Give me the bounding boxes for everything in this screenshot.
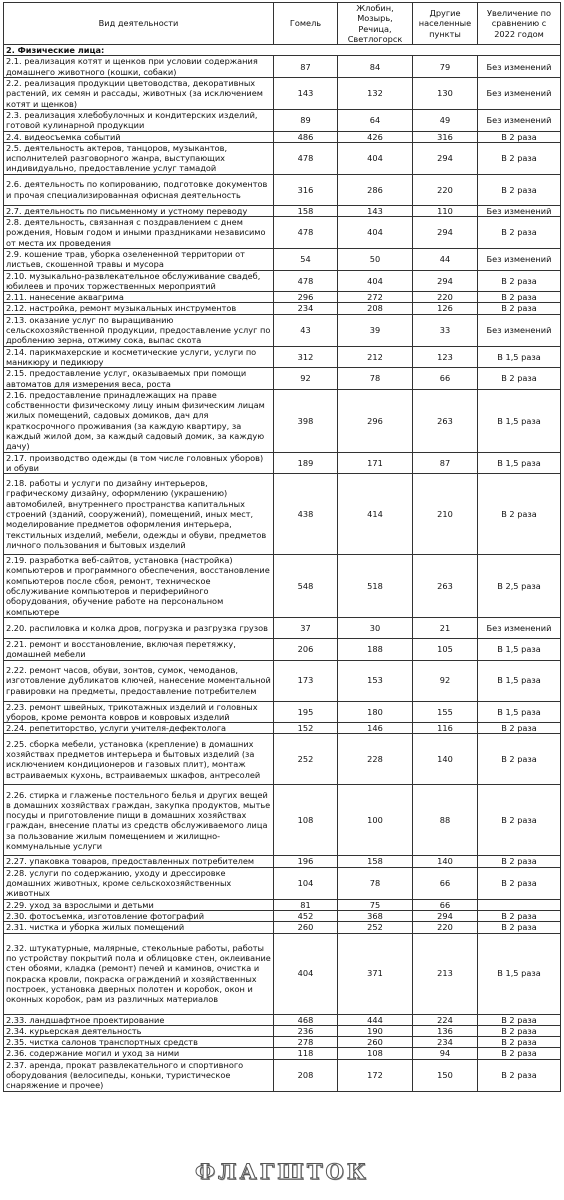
cities-rate-cell: 414 [338, 474, 413, 555]
table-row [4, 1048, 561, 1059]
gomel-rate-cell: 234 [274, 303, 338, 314]
table-row [4, 734, 561, 785]
cities-rate-cell: 212 [338, 346, 413, 368]
gomel-rate-cell: 236 [274, 1025, 338, 1036]
cities-rate-cell: 64 [338, 109, 413, 131]
cities-rate-cell: 78 [338, 867, 413, 899]
increase-cell: В 2 раза [478, 174, 561, 205]
cities-rate-cell: 404 [338, 270, 413, 292]
gomel-rate-cell: 278 [274, 1037, 338, 1048]
gomel-rate-cell: 486 [274, 131, 338, 142]
table-row [4, 205, 561, 216]
cities-rate-cell: 50 [338, 248, 413, 270]
activity-cell: 2.8. деятельность, связанная с поздравлением с днем рождения, Новым годом и иными праздниками независимо от места их проведения [4, 217, 274, 249]
table-row [4, 346, 561, 368]
gomel-rate-cell: 173 [274, 660, 338, 701]
other-rate-cell: 140 [413, 856, 478, 867]
table-row [4, 1025, 561, 1036]
table-row [4, 389, 561, 452]
table-row [4, 1037, 561, 1048]
cities-rate-cell: 252 [338, 922, 413, 933]
other-rate-cell: 49 [413, 109, 478, 131]
gomel-rate-cell: 404 [274, 933, 338, 1014]
increase-cell: Без изменений [478, 205, 561, 216]
other-rate-cell: 92 [413, 660, 478, 701]
cities-rate-cell: 143 [338, 205, 413, 216]
table-row [4, 131, 561, 142]
table-row [4, 701, 561, 723]
other-rate-cell: 220 [413, 922, 478, 933]
increase-cell: В 2 раза [478, 217, 561, 249]
increase-cell: В 2 раза [478, 368, 561, 390]
gomel-rate-cell: 143 [274, 78, 338, 110]
gomel-rate-cell: 189 [274, 452, 338, 474]
cities-rate-cell: 444 [338, 1014, 413, 1025]
table-row [4, 723, 561, 734]
cities-rate-cell: 84 [338, 56, 413, 78]
increase-cell: Без изменений [478, 109, 561, 131]
cities-rate-cell: 171 [338, 452, 413, 474]
increase-cell: В 2 раза [478, 723, 561, 734]
activity-cell: 2.28. услуги по содержанию, уходу и дрессировке домашних животных, кроме сельскохозяйственных животных [4, 867, 274, 899]
gomel-rate-cell: 196 [274, 856, 338, 867]
increase-cell: В 1,5 раза [478, 701, 561, 723]
other-rate-cell: 294 [413, 142, 478, 174]
cities-rate-cell: 208 [338, 303, 413, 314]
increase-cell: В 1,5 раза [478, 346, 561, 368]
increase-cell: В 2 раза [478, 474, 561, 555]
increase-cell: В 2 раза [478, 910, 561, 921]
table-row [4, 660, 561, 701]
activity-cell: 2.20. распиловка и колка дров, погрузка и разгрузка грузов [4, 617, 274, 638]
other-rate-cell: 123 [413, 346, 478, 368]
other-rate-cell: 210 [413, 474, 478, 555]
header-increase: Увеличение по сравнению с 2022 годом [478, 3, 561, 45]
activity-cell: 2.32. штукатурные, малярные, стекольные работы, работы по устройству покрытий пола и облицовке стен, оклеивание стен обоями, кладка (ремонт) печей и каминов, очистка и покраска кровли, покраска ограждений и хозяйственных построек, установка дверных полотен и коробок, окон и оконных коробок, рам из различных материалов [4, 933, 274, 1014]
activity-cell: 2.4. видеосъемка событий [4, 131, 274, 142]
table-row [4, 174, 561, 205]
other-rate-cell: 155 [413, 701, 478, 723]
increase-cell: В 1,5 раза [478, 933, 561, 1014]
other-rate-cell: 234 [413, 1037, 478, 1048]
activity-cell: 2.16. предоставление принадлежащих на праве собственности физическому лицу иным физическим лицам жилых помещений, садовых домиков, дач для краткосрочного проживания (за каждую квартиру, за каждый жилой дом, за каждый садовый домик, за каждую дачу) [4, 389, 274, 452]
cities-rate-cell: 146 [338, 723, 413, 734]
increase-cell: В 2 раза [478, 1014, 561, 1025]
activity-cell: 2.17. производство одежды (в том числе головных уборов) и обуви [4, 452, 274, 474]
increase-cell: В 2 раза [478, 856, 561, 867]
increase-cell: В 2,5 раза [478, 555, 561, 618]
table-row [4, 867, 561, 899]
cities-rate-cell: 371 [338, 933, 413, 1014]
section-title: 2. Физические лица: [4, 45, 561, 56]
gomel-rate-cell: 452 [274, 910, 338, 921]
gomel-rate-cell: 206 [274, 638, 338, 660]
activity-cell: 2.19. разработка веб-сайтов, установка (настройка) компьютеров и программного обеспечения, восстановление компьютеров после сбоя, ремонт, техническое обслуживание компьютеров и периферийного оборудования, обучение работе на персональном компьютере [4, 555, 274, 618]
gomel-rate-cell: 152 [274, 723, 338, 734]
activity-cell: 2.34. курьерская деятельность [4, 1025, 274, 1036]
cities-rate-cell: 188 [338, 638, 413, 660]
table-row [4, 217, 561, 249]
gomel-rate-cell: 296 [274, 292, 338, 303]
activity-cell: 2.24. репетиторство, услуги учителя-дефектолога [4, 723, 274, 734]
gomel-rate-cell: 398 [274, 389, 338, 452]
activity-cell: 2.30. фотосъемка, изготовление фотографий [4, 910, 274, 921]
header-cities: Жлобин, Мозырь, Речица, Светлогорск [338, 3, 413, 45]
increase-cell: В 2 раза [478, 292, 561, 303]
activity-cell: 2.35. чистка салонов транспортных средств [4, 1037, 274, 1048]
activity-cell: 2.18. работы и услуги по дизайну интерьеров, графическому дизайну, оформлению (украшению) автомобилей, внутреннего пространства капитальных строений (зданий, сооружений), помещений, иных мест, моделирование предметов оформления интерьера, текстильных изделий, мебели, одежды и обуви, предметов личного пользования и бытовых изделий [4, 474, 274, 555]
cities-rate-cell: 75 [338, 899, 413, 910]
activity-cell: 2.1. реализация котят и щенков при условии содержания домашнего животного (кошки, собаки) [4, 56, 274, 78]
other-rate-cell: 126 [413, 303, 478, 314]
activity-cell: 2.27. упаковка товаров, предоставленных потребителем [4, 856, 274, 867]
activity-cell: 2.36. содержание могил и уход за ними [4, 1048, 274, 1059]
cities-rate-cell: 404 [338, 217, 413, 249]
gomel-rate-cell: 81 [274, 899, 338, 910]
table-row [4, 270, 561, 292]
cities-rate-cell: 39 [338, 314, 413, 346]
activity-cell: 2.26. стирка и глаженье постельного белья и других вещей в домашних хозяйствах граждан, закупка продуктов, мытье посуды и приготовление пищи в домашних хозяйствах граждан, внесение платы из средств обслуживаемого лица за пользование жилым помещением и жилищно-коммунальные услуги [4, 785, 274, 856]
other-rate-cell: 220 [413, 292, 478, 303]
table-row [4, 142, 561, 174]
activity-cell: 2.13. оказание услуг по выращиванию сельскохозяйственной продукции, предоставление услуг по дроблению зерна, отжиму сока, выпас скота [4, 314, 274, 346]
gomel-rate-cell: 312 [274, 346, 338, 368]
other-rate-cell: 294 [413, 270, 478, 292]
activity-cell: 2.25. сборка мебели, установка (крепление) в домашних хозяйствах предметов интерьера и бытовых изделий (за исключением кондиционеров и газовых плит), монтаж встраиваемых кухонь, встраиваемых шкафов, антресолей [4, 734, 274, 785]
gomel-rate-cell: 37 [274, 617, 338, 638]
gomel-rate-cell: 87 [274, 56, 338, 78]
other-rate-cell: 105 [413, 638, 478, 660]
activity-cell: 2.15. предоставление услуг, оказываемых при помощи автоматов для измерения веса, роста [4, 368, 274, 390]
increase-cell: В 2 раза [478, 142, 561, 174]
other-rate-cell: 150 [413, 1059, 478, 1091]
cities-rate-cell: 180 [338, 701, 413, 723]
table-row [4, 314, 561, 346]
activity-cell: 2.23. ремонт швейных, трикотажных изделий и головных уборов, кроме ремонта ковров и ковровых изделий [4, 701, 274, 723]
activity-cell: 2.31. чистка и уборка жилых помещений [4, 922, 274, 933]
activity-cell: 2.9. кошение трав, уборка озелененной территории от листьев, скошенной травы и мусора [4, 248, 274, 270]
cities-rate-cell: 296 [338, 389, 413, 452]
cities-rate-cell: 228 [338, 734, 413, 785]
cities-rate-cell: 153 [338, 660, 413, 701]
other-rate-cell: 294 [413, 217, 478, 249]
table-row [4, 638, 561, 660]
cities-rate-cell: 286 [338, 174, 413, 205]
activity-cell: 2.33. ландшафтное проектирование [4, 1014, 274, 1025]
other-rate-cell: 220 [413, 174, 478, 205]
table-row [4, 933, 561, 1014]
activity-cell: 2.37. аренда, прокат развлекательного и спортивного оборудования (велосипеды, коньки, туристическое снаряжение и прочее) [4, 1059, 274, 1091]
cities-rate-cell: 172 [338, 1059, 413, 1091]
other-rate-cell: 21 [413, 617, 478, 638]
other-rate-cell: 88 [413, 785, 478, 856]
increase-cell: В 2 раза [478, 131, 561, 142]
table-row [4, 899, 561, 910]
other-rate-cell: 33 [413, 314, 478, 346]
activity-cell: 2.3. реализация хлебобулочных и кондитерских изделий, готовой кулинарной продукции [4, 109, 274, 131]
gomel-rate-cell: 108 [274, 785, 338, 856]
other-rate-cell: 130 [413, 78, 478, 110]
gomel-rate-cell: 478 [274, 217, 338, 249]
gomel-rate-cell: 195 [274, 701, 338, 723]
gomel-rate-cell: 43 [274, 314, 338, 346]
table-row [4, 368, 561, 390]
increase-cell: В 2 раза [478, 1059, 561, 1091]
gomel-rate-cell: 260 [274, 922, 338, 933]
gomel-rate-cell: 92 [274, 368, 338, 390]
gomel-rate-cell: 118 [274, 1048, 338, 1059]
increase-cell: В 1,5 раза [478, 452, 561, 474]
tax-rates-table [3, 2, 561, 1092]
activity-cell: 2.21. ремонт и восстановление, включая перетяжку, домашней мебели [4, 638, 274, 660]
other-rate-cell: 66 [413, 867, 478, 899]
header-gomel: Гомель [274, 3, 338, 45]
other-rate-cell: 213 [413, 933, 478, 1014]
increase-cell: В 1,5 раза [478, 660, 561, 701]
other-rate-cell: 316 [413, 131, 478, 142]
gomel-rate-cell: 252 [274, 734, 338, 785]
table-row [4, 785, 561, 856]
increase-cell: В 1,5 раза [478, 638, 561, 660]
table-row [4, 109, 561, 131]
activity-cell: 2.29. уход за взрослыми и детьми [4, 899, 274, 910]
increase-cell: В 1,5 раза [478, 389, 561, 452]
table-row [4, 292, 561, 303]
cities-rate-cell: 190 [338, 1025, 413, 1036]
cities-rate-cell: 518 [338, 555, 413, 618]
other-rate-cell: 110 [413, 205, 478, 216]
table-row [4, 910, 561, 921]
activity-cell: 2.2. реализация продукции цветоводства, декоративных растений, их семян и рассады, животных (за исключением котят и щенков) [4, 78, 274, 110]
other-rate-cell: 263 [413, 555, 478, 618]
activity-cell: 2.10. музыкально-развлекательное обслуживание свадеб, юбилеев и прочих торжественных мероприятий [4, 270, 274, 292]
other-rate-cell: 66 [413, 368, 478, 390]
table-row [4, 617, 561, 638]
header-activity: Вид деятельности [4, 3, 274, 45]
gomel-rate-cell: 104 [274, 867, 338, 899]
gomel-rate-cell: 316 [274, 174, 338, 205]
table-row [4, 922, 561, 933]
increase-cell: В 2 раза [478, 1037, 561, 1048]
activity-cell: 2.7. деятельность по письменному и устному переводу [4, 205, 274, 216]
activity-cell: 2.14. парикмахерские и косметические услуги, услуги по маникюру и педикюру [4, 346, 274, 368]
cities-rate-cell: 260 [338, 1037, 413, 1048]
table-row [4, 856, 561, 867]
other-rate-cell: 136 [413, 1025, 478, 1036]
table-row [4, 1059, 561, 1091]
cities-rate-cell: 368 [338, 910, 413, 921]
gomel-rate-cell: 478 [274, 270, 338, 292]
header-other-settlements: Другие населенные пункты [413, 3, 478, 45]
cities-rate-cell: 100 [338, 785, 413, 856]
table-row [4, 1014, 561, 1025]
other-rate-cell: 294 [413, 910, 478, 921]
increase-cell: Без изменений [478, 56, 561, 78]
gomel-rate-cell: 478 [274, 142, 338, 174]
table-row [4, 56, 561, 78]
gomel-rate-cell: 468 [274, 1014, 338, 1025]
activity-cell: 2.5. деятельность актеров, танцоров, музыкантов, исполнителей разговорного жанра, выступающих индивидуально, предоставление услуг тамадой [4, 142, 274, 174]
activity-cell: 2.11. нанесение аквагрима [4, 292, 274, 303]
table-row [4, 78, 561, 110]
table-row [4, 303, 561, 314]
section-row [4, 45, 561, 56]
other-rate-cell: 66 [413, 899, 478, 910]
watermark-logo: ФЛАГШТОК [195, 1159, 369, 1184]
other-rate-cell: 116 [413, 723, 478, 734]
other-rate-cell: 224 [413, 1014, 478, 1025]
gomel-rate-cell: 158 [274, 205, 338, 216]
table-row [4, 555, 561, 618]
table-row [4, 248, 561, 270]
table-row [4, 474, 561, 555]
cities-rate-cell: 78 [338, 368, 413, 390]
activity-cell: 2.6. деятельность по копированию, подготовке документов и прочая специализированная офисная деятельность [4, 174, 274, 205]
cities-rate-cell: 30 [338, 617, 413, 638]
header-row [4, 3, 561, 45]
other-rate-cell: 263 [413, 389, 478, 452]
gomel-rate-cell: 438 [274, 474, 338, 555]
increase-cell: В 2 раза [478, 270, 561, 292]
increase-cell: Без изменений [478, 248, 561, 270]
cities-rate-cell: 404 [338, 142, 413, 174]
gomel-rate-cell: 54 [274, 248, 338, 270]
gomel-rate-cell: 208 [274, 1059, 338, 1091]
table-body [4, 45, 561, 1091]
increase-cell: В 2 раза [478, 922, 561, 933]
gomel-rate-cell: 89 [274, 109, 338, 131]
other-rate-cell: 87 [413, 452, 478, 474]
increase-cell: В 2 раза [478, 303, 561, 314]
cities-rate-cell: 272 [338, 292, 413, 303]
other-rate-cell: 94 [413, 1048, 478, 1059]
cities-rate-cell: 132 [338, 78, 413, 110]
other-rate-cell: 79 [413, 56, 478, 78]
cities-rate-cell: 426 [338, 131, 413, 142]
increase-cell [478, 899, 561, 910]
increase-cell: В 2 раза [478, 734, 561, 785]
table-row [4, 452, 561, 474]
activity-cell: 2.22. ремонт часов, обуви, зонтов, сумок, чемоданов, изготовление дубликатов ключей, нанесение моментальной гравировки на предметы, предоставление потребителем [4, 660, 274, 701]
increase-cell: Без изменений [478, 617, 561, 638]
other-rate-cell: 44 [413, 248, 478, 270]
increase-cell: В 2 раза [478, 1048, 561, 1059]
gomel-rate-cell: 548 [274, 555, 338, 618]
increase-cell: Без изменений [478, 78, 561, 110]
increase-cell: Без изменений [478, 314, 561, 346]
cities-rate-cell: 158 [338, 856, 413, 867]
cities-rate-cell: 108 [338, 1048, 413, 1059]
increase-cell: В 2 раза [478, 785, 561, 856]
increase-cell: В 2 раза [478, 867, 561, 899]
other-rate-cell: 140 [413, 734, 478, 785]
increase-cell: В 2 раза [478, 1025, 561, 1036]
activity-cell: 2.12. настройка, ремонт музыкальных инструментов [4, 303, 274, 314]
